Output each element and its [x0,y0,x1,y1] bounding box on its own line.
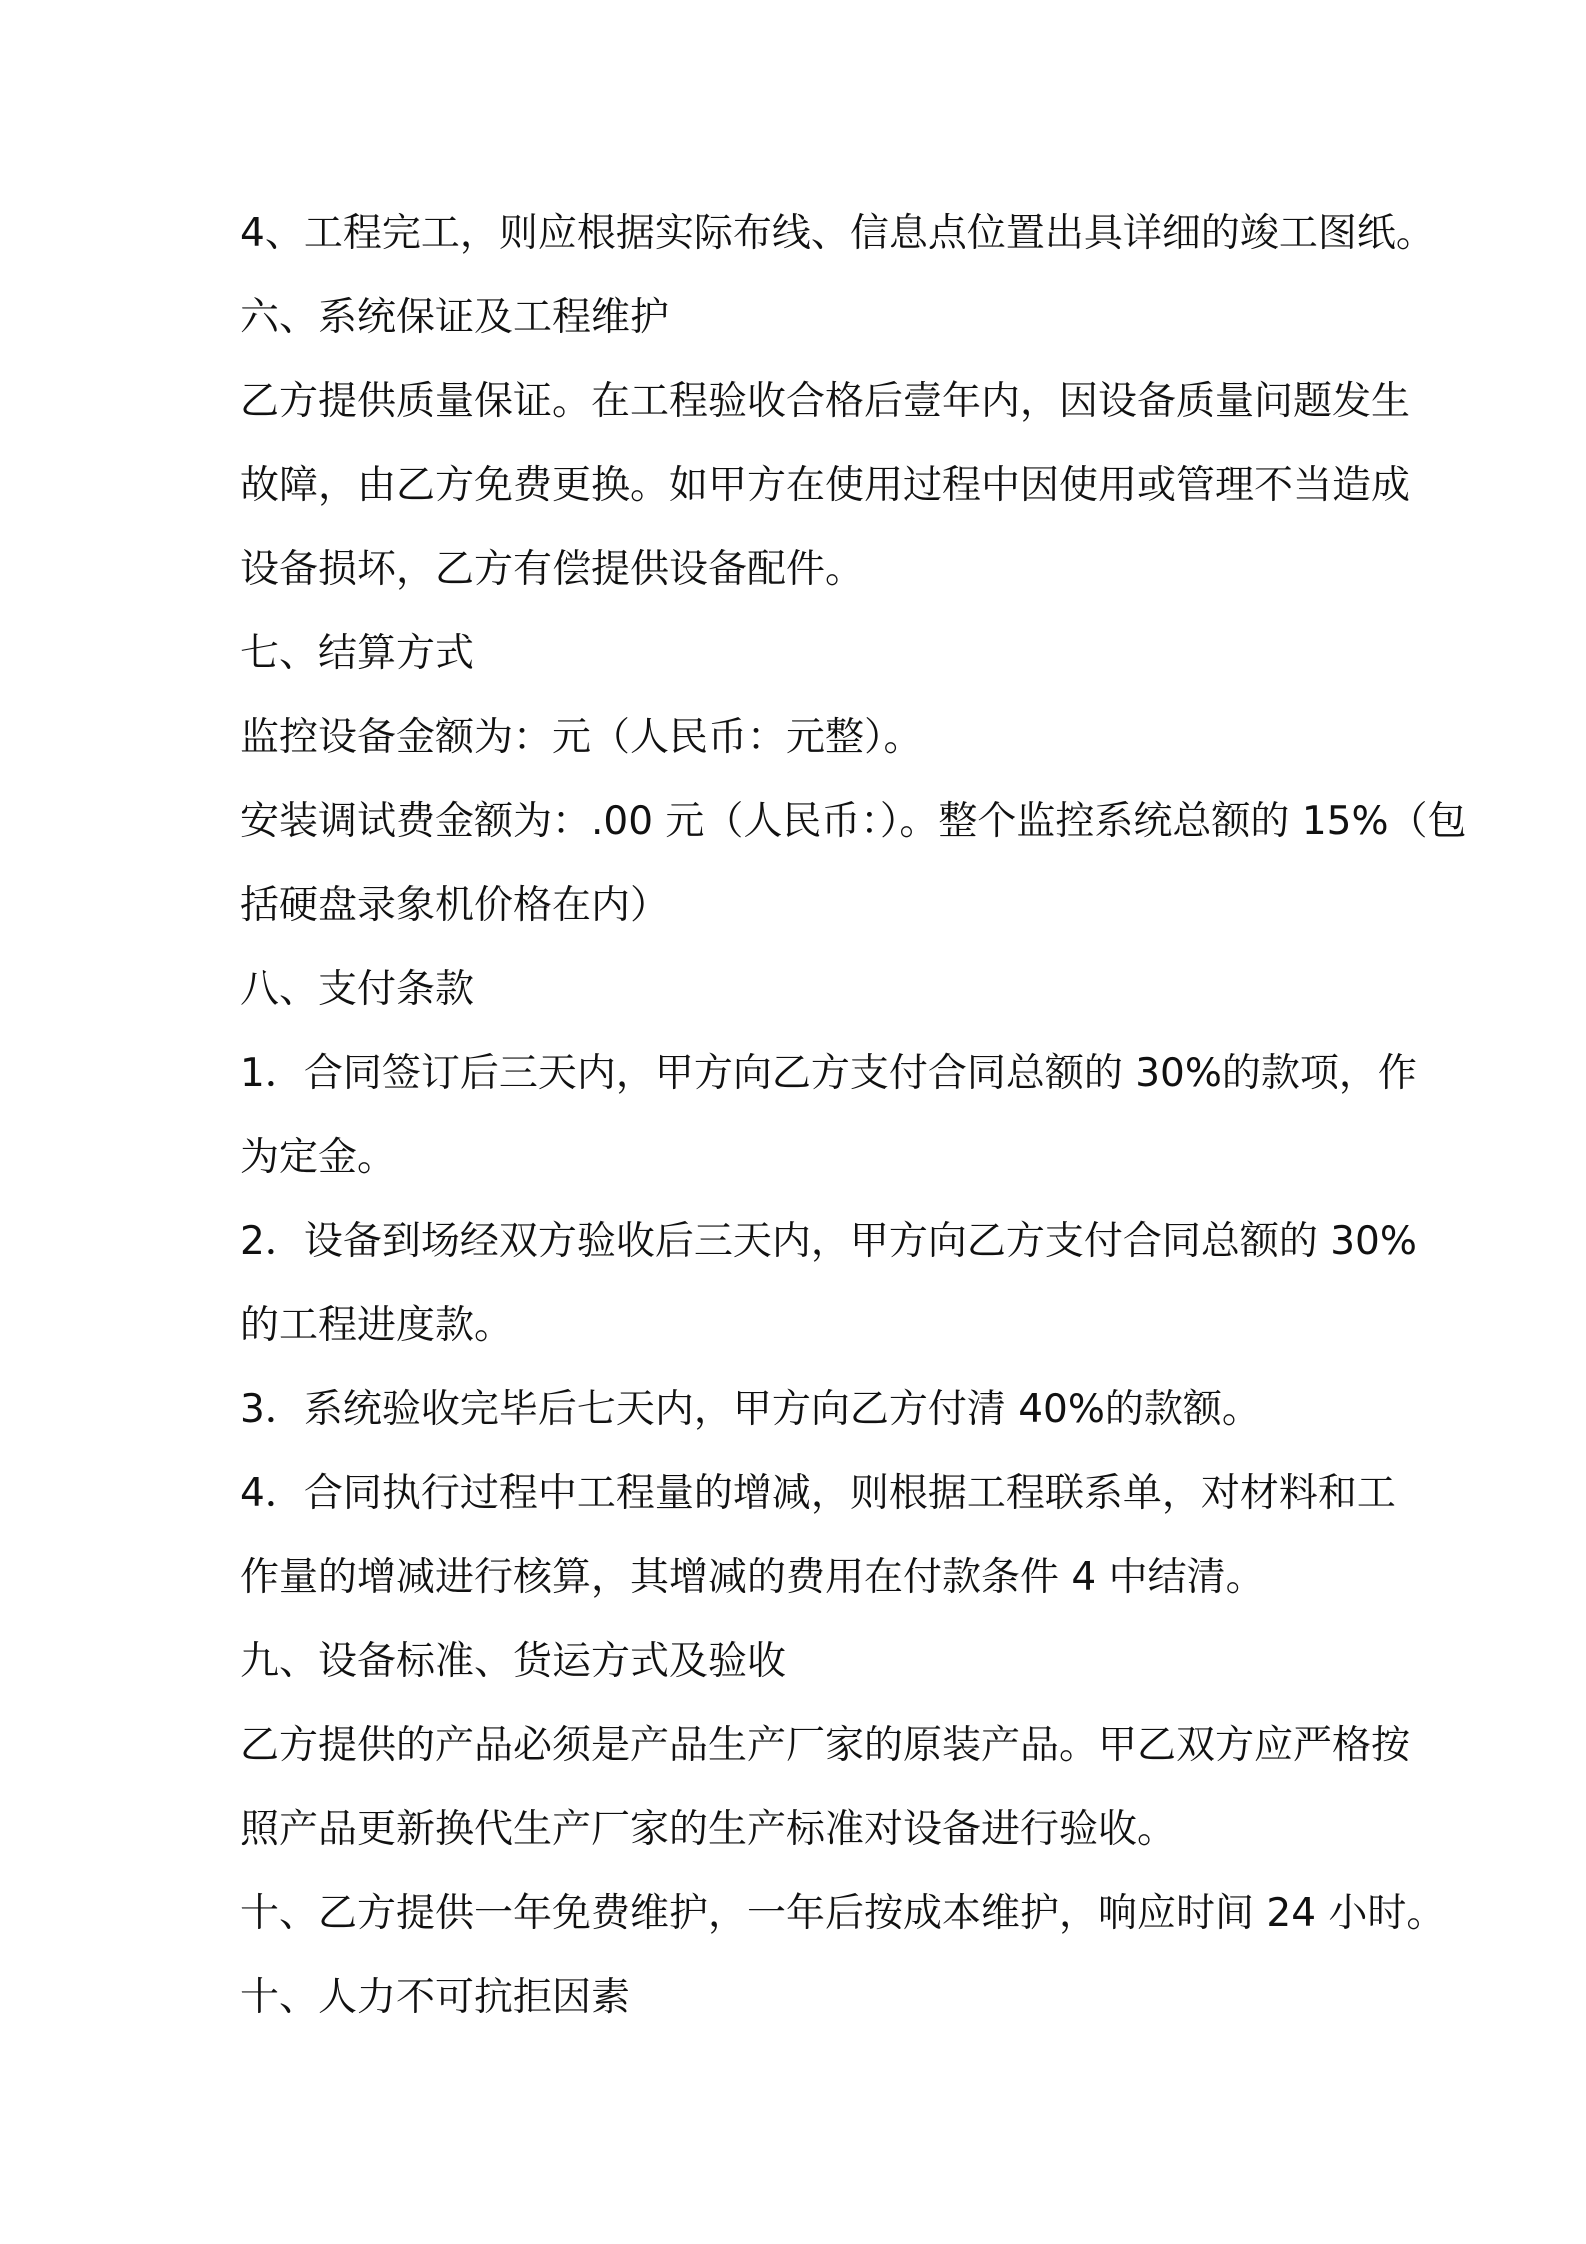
text-line: 安装调试费金额为：.00 元（人民币：）。整个监控系统总额的 15%（包 [240,799,1467,844]
section-heading: 九、设备标准、货运方式及验收 [240,1639,787,1684]
text-line: 乙方提供质量保证。在工程验收合格后壹年内，因设备质量问题发生 [240,379,1411,424]
text-line: 1．合同签订后三天内，甲方向乙方支付合同总额的 30%的款项，作 [240,1051,1417,1096]
text-line: 设备损坏，乙方有偿提供设备配件。 [240,547,865,592]
section-heading: 八、支付条款 [240,967,475,1012]
section-heading: 七、结算方式 [240,631,475,676]
section-heading: 六、系统保证及工程维护 [240,295,670,340]
text-line: 乙方提供的产品必须是产品生产厂家的原装产品。甲乙双方应严格按 [240,1723,1411,1768]
text-line: 为定金。 [240,1135,397,1180]
text-line: 4、工程完工，则应根据实际布线、信息点位置出具详细的竣工图纸。 [240,211,1435,256]
text-line: 2．设备到场经双方验收后三天内，甲方向乙方支付合同总额的 30% [240,1219,1417,1264]
text-line: 监控设备金额为：元（人民币：元整）。 [240,715,923,760]
section-heading: 十、乙方提供一年免费维护，一年后按成本维护，响应时间 24 小时。 [240,1891,1446,1936]
text-line: 4．合同执行过程中工程量的增减，则根据工程联系单，对材料和工 [240,1471,1396,1516]
text-line: 括硬盘录象机价格在内） [240,883,670,928]
section-heading: 十、人力不可抗拒因素 [240,1975,631,2020]
text-line: 3．系统验收完毕后七天内，甲方向乙方付清 40%的款额。 [240,1387,1261,1432]
text-line: 故障，由乙方免费更换。如甲方在使用过程中因使用或管理不当造成 [240,463,1411,508]
text-line: 作量的增减进行核算，其增减的费用在付款条件 4 中结清。 [240,1555,1265,1600]
text-line: 照产品更新换代生产厂家的生产标准对设备进行验收。 [240,1807,1177,1852]
document-body [240,192,1467,2040]
text-line: 的工程进度款。 [240,1303,514,1348]
